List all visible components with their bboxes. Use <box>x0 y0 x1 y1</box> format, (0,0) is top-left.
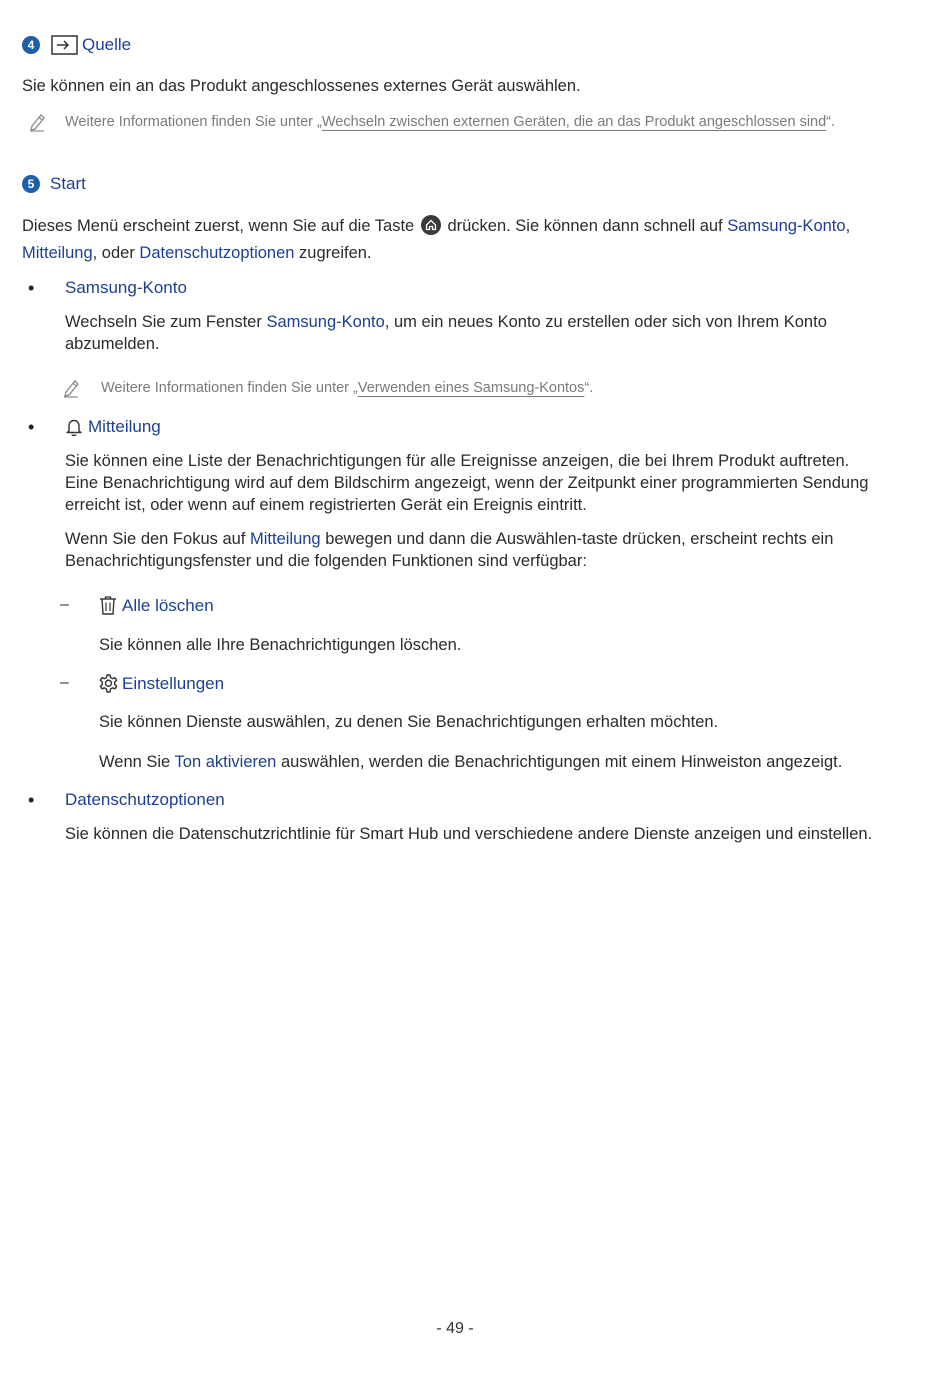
subitem-title-alle-loeschen: Alle löschen <box>122 596 214 615</box>
note-suffix: “. <box>826 114 836 130</box>
pencil-icon <box>28 112 46 132</box>
item-text: Wenn Sie <box>99 753 171 771</box>
subitem-title-einstellungen: Einstellungen <box>122 674 225 693</box>
subitem-text-ton-aktivieren <box>99 751 939 773</box>
item-text: erreicht ist, oder wenn auf einem registrierten Gerät ein Ereignis eintritt. <box>65 496 587 514</box>
note-link-samsung-kontos[interactable]: Verwenden eines Samsung-Kontos <box>357 380 585 396</box>
item-title-datenschutzoptionen: Datenschutzoptionen <box>65 790 225 809</box>
section-number-badge: 4 <box>22 36 40 54</box>
pencil-icon <box>62 378 80 398</box>
item-text: , um ein neues Konto zu erstellen oder sich von Ihrem Konto <box>384 313 827 331</box>
section-4-header <box>22 35 622 57</box>
intro-term-samsung-konto: Samsung-Konto <box>727 217 846 235</box>
intro-term-mitteilung: Mitteilung <box>22 244 93 262</box>
item-title-mitteilung: Mitteilung <box>88 417 161 436</box>
subitem-text-alle-loeschen: Sie können alle Ihre Benachrichtigungen löschen. <box>99 636 462 654</box>
section-5-header <box>22 174 422 196</box>
item-text: Wechseln Sie zum Fenster <box>65 313 262 331</box>
note-samsung-konto <box>101 380 801 396</box>
intro-text: zugreifen. <box>299 244 372 262</box>
note-prefix: Weitere Informationen finden Sie unter „ <box>65 114 322 130</box>
gear-icon <box>98 673 119 694</box>
home-icon <box>421 215 441 235</box>
bullet: • <box>28 790 35 810</box>
note-source <box>65 114 935 130</box>
note-prefix: Weitere Informationen finden Sie unter „ <box>101 380 358 396</box>
item-title-samsung-konto: Samsung-Konto <box>65 278 187 297</box>
intro-text: , oder <box>92 244 135 262</box>
intro-term-datenschutzoptionen: Datenschutzoptionen <box>139 244 295 262</box>
dash: – <box>60 674 69 691</box>
item-text-samsung-konto <box>65 311 925 355</box>
section-4-description: Sie können ein an das Produkt angeschlossenes externes Gerät auswählen. <box>22 77 581 95</box>
item-text: Sie können eine Liste der Benachrichtigungen für alle Ereignisse anzeigen, die bei Ihrem Produkt auftreten. <box>65 452 850 470</box>
item-term: Mitteilung <box>249 530 321 548</box>
item-text: auswählen, werden die Benachrichtigungen mit einem Hinweiston angezeigt. <box>280 753 843 771</box>
section-5-intro <box>22 213 932 267</box>
intro-text: Dieses Menü erscheint zuerst, wenn Sie auf die Taste <box>22 217 415 235</box>
source-icon <box>51 35 78 55</box>
item-text: Wenn Sie den Fokus auf <box>65 530 246 548</box>
section-number-badge: 5 <box>22 175 40 193</box>
page-number: - 49 - <box>436 1320 474 1337</box>
item-term: Samsung-Konto <box>266 313 385 331</box>
item-text: Eine Benachrichtigung wird auf dem Bildschirm angezeigt, wenn der Zeitpunkt einer programmierten Sendung <box>65 474 869 492</box>
section-4-title: Quelle <box>82 35 132 54</box>
item-text-datenschutzoptionen: Sie können die Datenschutzrichtlinie für Smart Hub und verschiedene andere Dienste anzeigen und einstellen. <box>65 825 873 843</box>
note-suffix: “. <box>584 380 594 396</box>
bullet: • <box>28 278 35 298</box>
note-link-switch-devices[interactable]: Wechseln zwischen externen Geräten, die an das Produkt angeschlossen sind <box>321 114 827 130</box>
intro-comma: , <box>845 217 851 235</box>
trash-icon <box>98 595 118 616</box>
dash: – <box>60 596 69 613</box>
item-term: Ton aktivieren <box>174 753 277 771</box>
bullet: • <box>28 417 35 437</box>
subitem-text-einstellungen: Sie können Dienste auswählen, zu denen Sie Benachrichtigungen erhalten möchten. <box>99 713 719 731</box>
intro-text: drücken. Sie können dann schnell auf <box>447 217 723 235</box>
section-5-title: Start <box>50 174 86 193</box>
item-text-mitteilung <box>65 450 935 516</box>
item-text: bewegen und dann die Auswählen-taste drücken, erscheint rechts ein <box>325 530 834 548</box>
item-text: Benachrichtigungsfenster und die folgenden Funktionen sind verfügbar: <box>65 552 587 570</box>
item-text: abzumelden. <box>65 335 160 353</box>
bell-icon <box>64 417 84 437</box>
item-text-mitteilung-focus <box>65 528 935 572</box>
